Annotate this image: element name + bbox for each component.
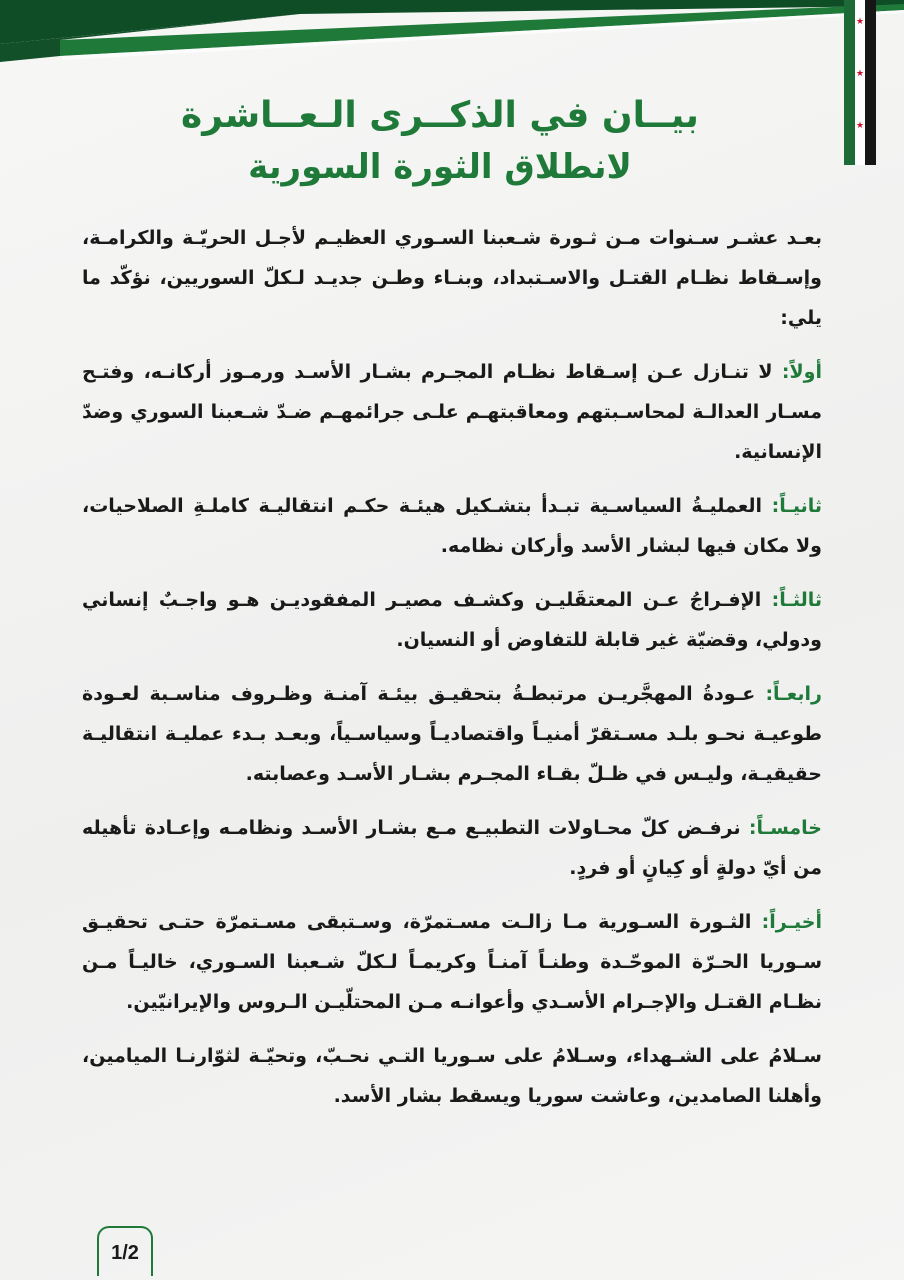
statement-title — [120, 90, 760, 192]
page-number-badge: 1/2 — [97, 1226, 153, 1276]
point-label: رابعـاً: — [765, 683, 822, 705]
point-paragraph-4 — [82, 674, 822, 794]
intro-paragraph: بعـد عشـر سـنوات مـن ثـورة شـعبنا السـوري العظيـم لأجـل الحريّـة والكرامـة، وإسـقاط نظـام القتـل والاسـتبداد، وبنـاء وطـن جديـد لـكلّ السوريين، نؤكّد ما يلي: — [82, 227, 822, 329]
point-paragraph-5 — [82, 808, 822, 888]
syrian-revolution-flag — [844, 0, 876, 165]
point-paragraph-6 — [82, 902, 822, 1022]
point-label: أخيـراً: — [761, 911, 822, 933]
title-line-2: لانطلاق الثورة السورية — [248, 147, 632, 187]
point-paragraph-1 — [82, 352, 822, 472]
point-label: ثانيـاً: — [771, 495, 822, 517]
point-label: ثالثـاً: — [771, 589, 822, 611]
point-text: الثـورة السـورية مـا زالـت مسـتمرّة، وسـتبقى مسـتمرّة حتـى تحقيـق سـوريا الحـرّة الموحّـدة وطنـاً آمنـاً وكريمـاً لـكلّ شـعبنا السـوري، خاليـاً مـن نظـام القتـل والإجـرام الأسـدي وأعوانـه مـن المحتلّيـن الـروس والإيرانيّين. — [82, 911, 822, 1013]
star-icon: ★ — [856, 121, 865, 131]
point-text: عـودةُ المهجَّريـن مرتبطـةُ بتحقيـق بيئـة آمنـة وظـروف مناسـبة لعـودة طوعيـة نحـو بلـد مسـتقرّ أمنيـاً واقتصاديـاً وسياسـياً، وبعـد بـدء عمليـة انتقاليـة حقيقيـة، وليـس في ظـلّ بقـاء المجـرم بشـار الأسـد وعصابته. — [82, 683, 822, 785]
point-label: أولاً: — [781, 361, 822, 383]
statement-body — [82, 218, 822, 1130]
point-text: العمليـةُ السياسـية تبـدأ بتشـكيل هيئـة حكـم انتقاليـة كاملـةِ الصلاحيات، ولا مكان فيها لبشار الأسد وأركان نظامه. — [82, 495, 822, 557]
star-icon: ★ — [856, 69, 865, 79]
closing-paragraph: سـلامُ على الشـهداء، وسـلامُ على سـوريا التـي نحـبّ، وتحيّـة لثوّارنـا الميامين، وأهلنا الصامدين، وعاشت سوريا ويسقط بشار الأسد. — [82, 1045, 822, 1107]
point-paragraph-3 — [82, 580, 822, 660]
decorative-header-stripe — [0, 0, 904, 70]
star-icon: ★ — [856, 17, 865, 27]
point-text: نرفـض كلّ محـاولات التطبيـع مـع بشـار الأسـد ونظامـه وإعـادة تأهيله من أيّ دولةٍ أو كِيانٍ أو فردٍ. — [82, 817, 822, 879]
point-text: الإفـراجُ عـن المعتقَليـن وكشـف مصيـر المفقوديـن هـو واجـبٌ إنساني ودولي، وقضيّة غير قابلة للتفاوض أو النسيان. — [82, 589, 822, 651]
point-paragraph-2 — [82, 486, 822, 566]
title-line-1: بيــان في الذكــرى الـعــاشرة — [181, 95, 699, 136]
point-text: لا تنـازل عـن إسـقاط نظـام المجـرم بشـار الأسـد ورمـوز أركانـه، وفتـح مسـار العدالـة لمحاسـبتهم ومعاقبتهـم علـى جرائمهـم ضـدّ شـعبنا السوري وضدّ الإنسانية. — [82, 361, 822, 463]
point-label: خامسـاً: — [748, 817, 822, 839]
